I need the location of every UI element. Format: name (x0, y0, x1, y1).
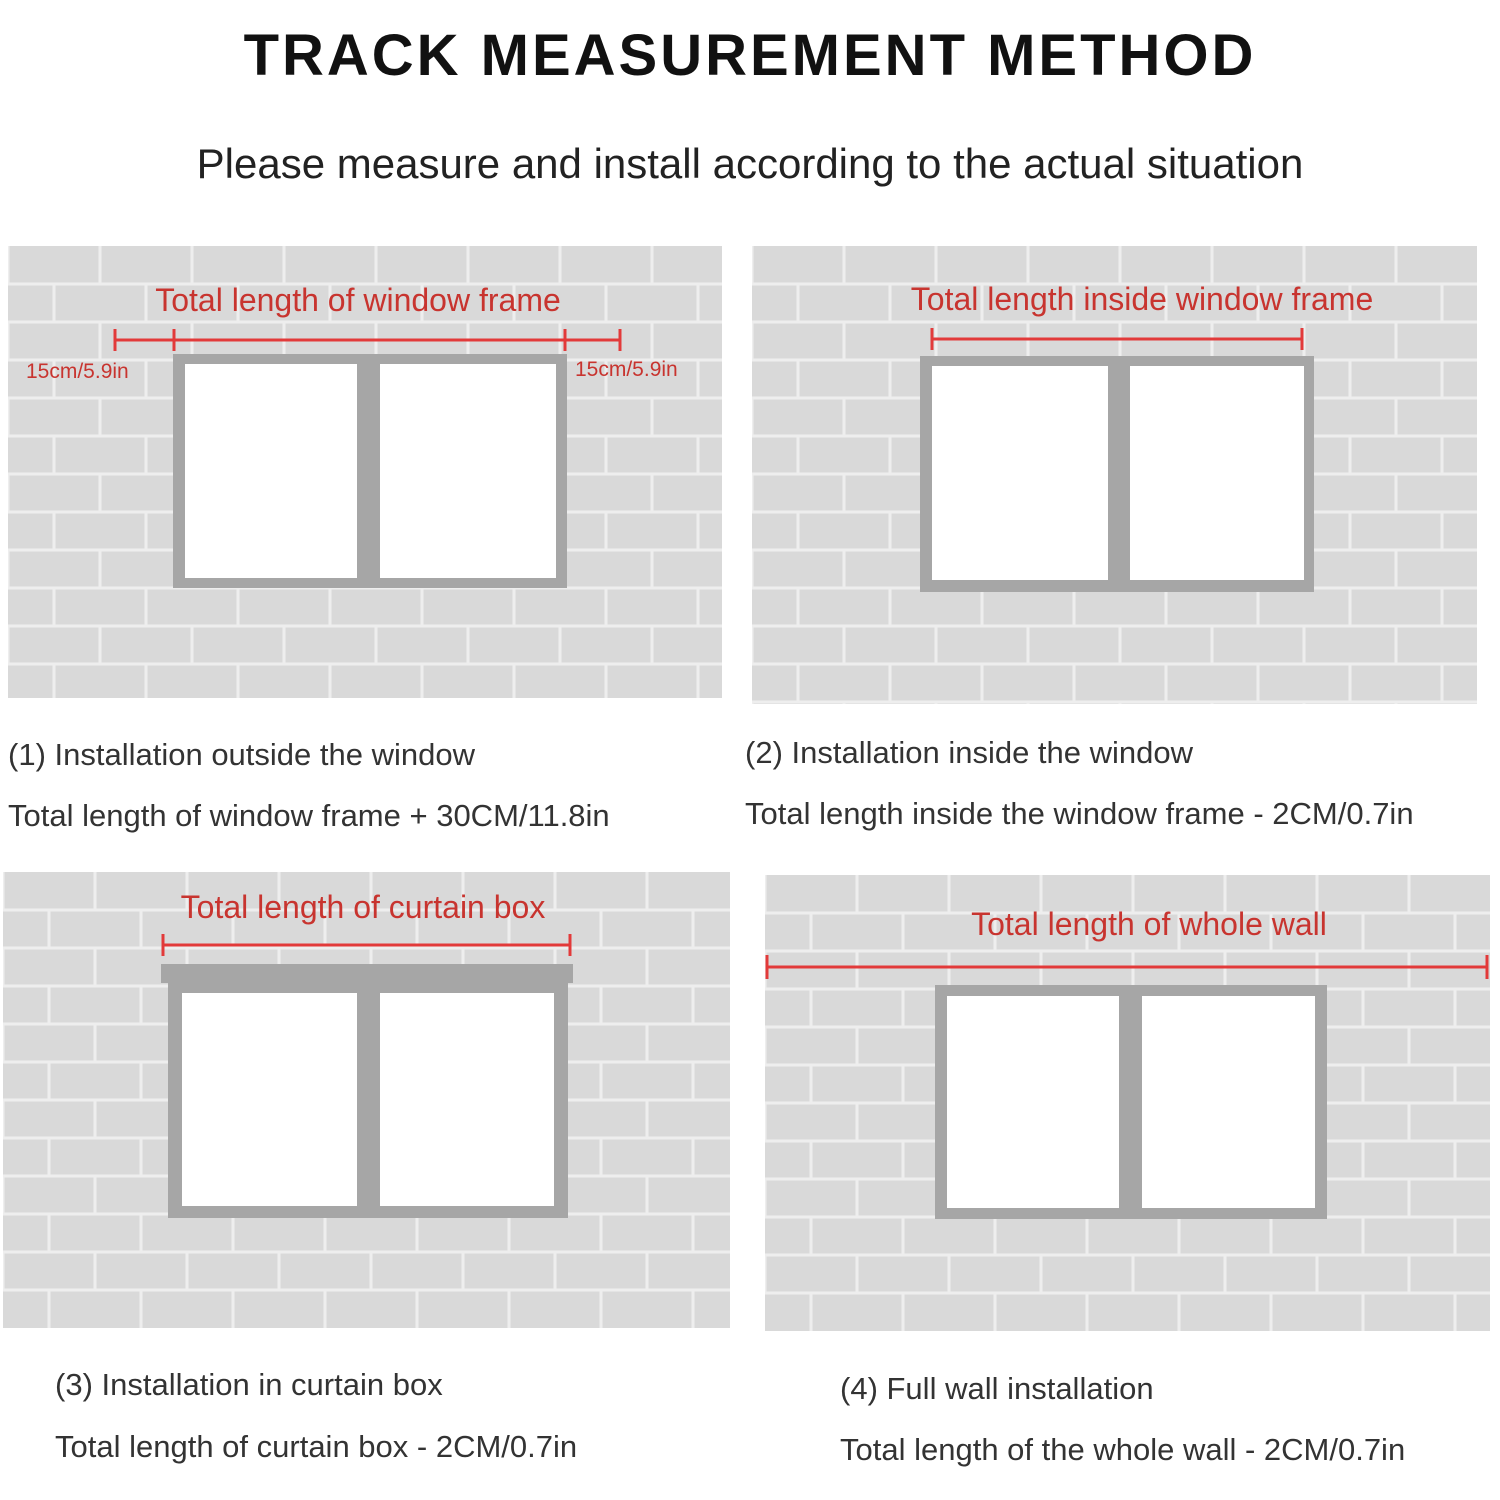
right-offset-label: 15cm/5.9in (575, 358, 678, 381)
measure-label: Total length inside window frame (910, 281, 1374, 317)
panel-full-wall (765, 875, 1490, 1331)
caption-3-title: (3) Installation in curtain box (55, 1367, 443, 1402)
page-subtitle: Please measure and install according to the actual situation (196, 140, 1304, 187)
caption-2-formula: Total length inside the window frame - 2CM/0.7in (745, 796, 1414, 831)
caption-2-title: (2) Installation inside the window (745, 735, 1194, 770)
measure-label: Total length of whole wall (971, 906, 1327, 942)
caption-1-formula: Total length of window frame + 30CM/11.8in (8, 798, 610, 833)
window (168, 983, 568, 1218)
measure-label: Total length of window frame (155, 282, 561, 318)
left-offset-label: 15cm/5.9in (26, 360, 129, 383)
page-title: TRACK MEASUREMENT METHOD (243, 23, 1257, 88)
caption-1-title: (1) Installation outside the window (8, 737, 475, 772)
curtain-box (161, 964, 573, 983)
panel-outside-window (8, 246, 722, 698)
caption-3-formula: Total length of curtain box - 2CM/0.7in (55, 1429, 578, 1464)
window (920, 356, 1314, 592)
window (935, 985, 1327, 1219)
caption-4-formula: Total length of the whole wall - 2CM/0.7in (840, 1432, 1406, 1467)
panel-inside-window (752, 246, 1477, 704)
measure-label: Total length of curtain box (180, 889, 546, 925)
caption-4-title: (4) Full wall installation (840, 1371, 1154, 1406)
window (173, 354, 567, 588)
panel-curtain-box (3, 872, 730, 1328)
